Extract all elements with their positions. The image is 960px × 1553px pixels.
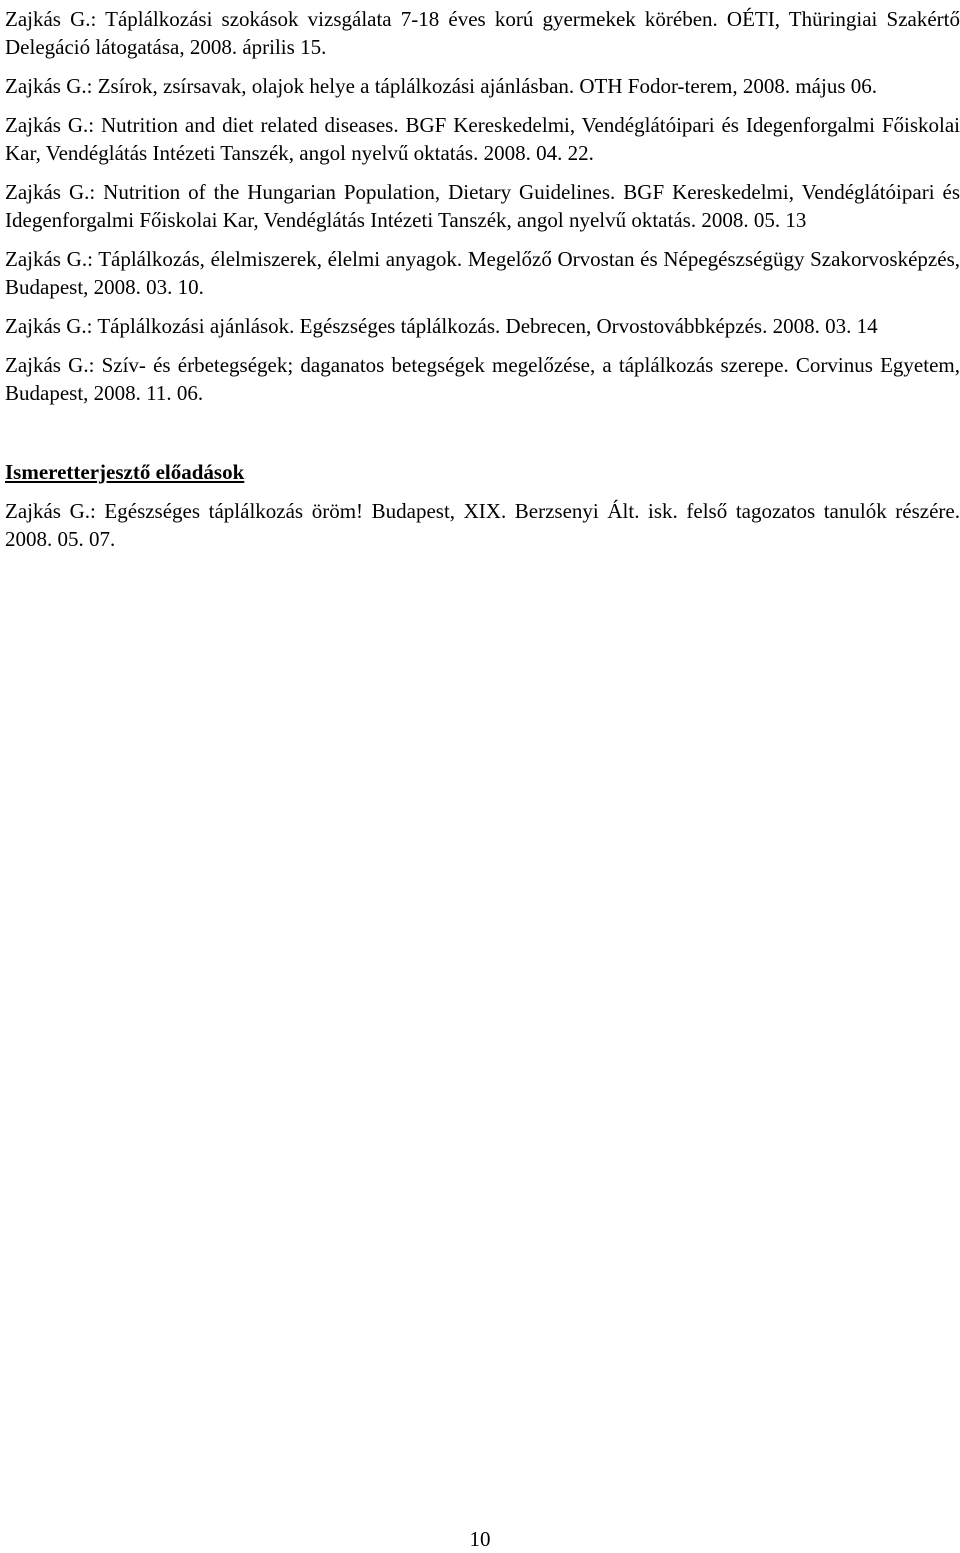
lecture-entry: Zajkás G.: Zsírok, zsírsavak, olajok helye a táplálkozási ajánlásban. OTH Fodor-terem, 2008. május 06. xyxy=(5,74,878,98)
lecture-entry: Zajkás G.: Szív- és érbetegségek; daganatos betegségek megelőzése, a táplálkozás szerepe. Corvinus Egyetem, Budapest, 2008. 11. 06. xyxy=(5,353,960,405)
page-number: 10 xyxy=(469,1527,491,1551)
popular-lecture-entry: Zajkás G.: Egészséges táplálkozás öröm! Budapest, XIX. Berzsenyi Ált. isk. felső tagozatos tanulók részére. 2008. 05. 07. xyxy=(5,499,960,551)
lecture-entry: Zajkás G.: Nutrition and diet related diseases. BGF Kereskedelmi, Vendéglátóipari és Idegenforgalmi Főiskolai Kar, Vendéglátás Intézeti Tanszék, angol nyelvű oktatás. 2008. 04. 22. xyxy=(5,113,960,165)
lecture-entry: Zajkás G.: Nutrition of the Hungarian Population, Dietary Guidelines. BGF Kereskedelmi, Vendéglátóipari és Idegenforgalmi Főiskolai Kar, Vendéglátás Intézeti Tanszék, angol nyelvű oktatás. 2008. 05. 13 xyxy=(5,180,960,232)
lecture-entry: Zajkás G.: Táplálkozási szokások vizsgálata 7-18 éves korú gyermekek körében. OÉTI, Thüringiai Szakértő Delegáció látogatása, 2008. április 15. xyxy=(5,7,960,59)
document-body xyxy=(5,5,960,564)
lecture-entry: Zajkás G.: Táplálkozási ajánlások. Egészséges táplálkozás. Debrecen, Orvostovábbképzés. 2008. 03. 14 xyxy=(5,314,878,338)
section-heading: Ismeretterjesztő előadások xyxy=(5,460,245,484)
lecture-entry: Zajkás G.: Táplálkozás, élelmiszerek, élelmi anyagok. Megelőző Orvostan és Népegészségügy Szakorvosképzés, Budapest, 2008. 03. 10. xyxy=(5,247,960,299)
